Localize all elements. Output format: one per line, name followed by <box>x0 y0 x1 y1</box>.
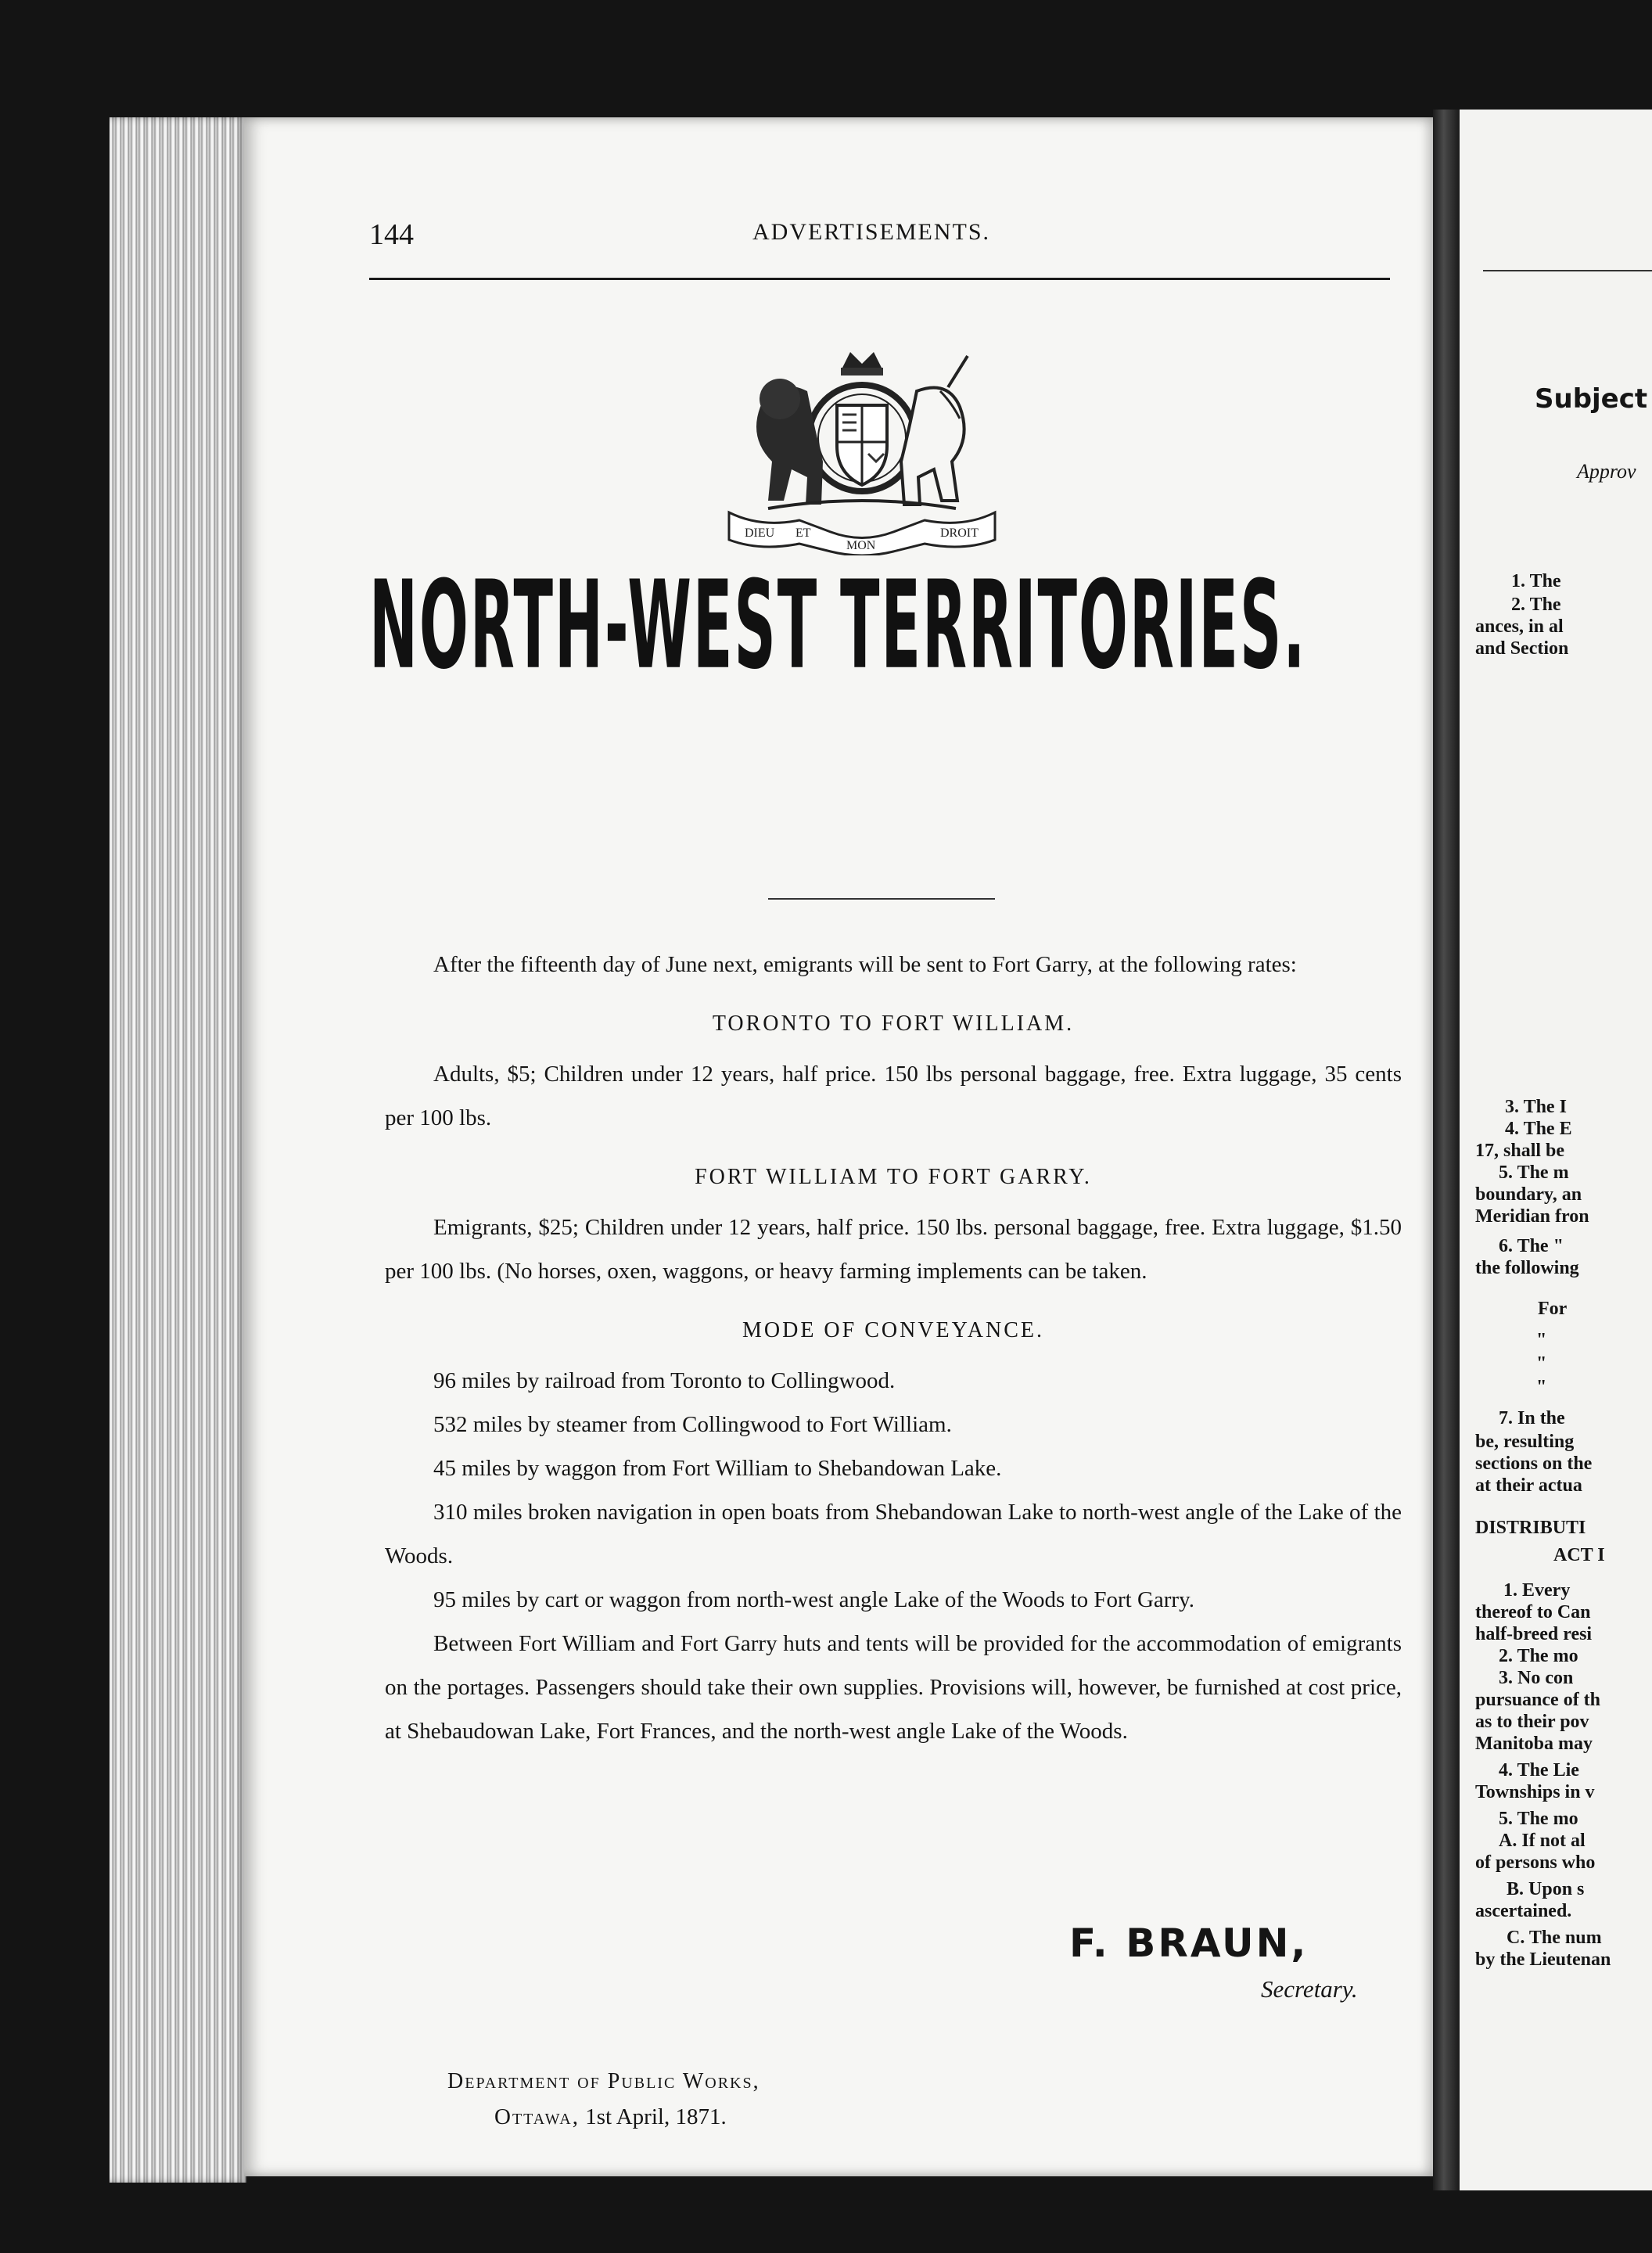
section-text-toronto: Adults, $5; Children under 12 years, half price. 150 lbs personal baggage, free. Extra luggage, 35 cents per 100 lbs. <box>385 1062 1402 1130</box>
adjacent-header-rule <box>1483 270 1652 271</box>
adjacent-text-line: at their actua <box>1475 1475 1582 1496</box>
adjacent-text-line: 5. The m <box>1499 1162 1569 1183</box>
advertisement-title: NORTH-WEST TERRITORIES. <box>369 555 1307 697</box>
adjacent-text-line: 17, shall be <box>1475 1141 1565 1161</box>
adjacent-text-line: 6. The " <box>1499 1236 1564 1256</box>
adjacent-text-line: ances, in al <box>1475 616 1564 637</box>
department-place: Ottawa, <box>494 2104 580 2129</box>
route-line: 96 miles by railroad from Toronto to Collingwood. <box>433 1368 896 1393</box>
adjacent-text-line: ACT I <box>1553 1545 1605 1565</box>
svg-text:ET: ET <box>795 526 811 540</box>
left-page <box>244 117 1433 2176</box>
adjacent-text-line: Townships in v <box>1475 1782 1595 1802</box>
adjacent-text-line: be, resulting <box>1475 1432 1575 1452</box>
adjacent-text-line: thereof to Can <box>1475 1602 1591 1622</box>
conveyance-heading: MODE OF CONVEYANCE. <box>742 1318 1044 1342</box>
book-gutter <box>1433 110 1460 2190</box>
route-line: 45 miles by waggon from Fort William to Shebandowan Lake. <box>433 1456 1002 1481</box>
adjacent-text-line: DISTRIBUTI <box>1475 1518 1586 1538</box>
closing-paragraph: Between Fort William and Fort Garry huts and tents will be provided for the accommodation of emigrants on the portages. Passengers should take their own supplies. Provisions will, however, be furnished at cost price, at Shebaudowan Lake, Fort Frances, and the north-west angle Lake of the Woods. <box>385 1631 1402 1744</box>
adjacent-page <box>1460 110 1652 2190</box>
header-rule <box>369 278 1390 280</box>
adjacent-text-line: For <box>1538 1299 1568 1319</box>
adjacent-text-line: B. Upon s <box>1507 1879 1585 1899</box>
royal-coat-of-arms <box>713 344 1011 555</box>
adjacent-text-line: boundary, an <box>1475 1184 1582 1205</box>
adjacent-text-line: Meridian fron <box>1475 1206 1589 1227</box>
route-line: 310 miles broken navigation in open boats from Shebandowan Lake to north-west angle of the Lake of the Woods. <box>385 1500 1402 1568</box>
adjacent-text-line: as to their pov <box>1475 1712 1589 1732</box>
adjacent-text-line: pursuance of th <box>1475 1690 1601 1710</box>
section-heading-toronto: TORONTO TO FORT WILLIAM. <box>712 1012 1075 1036</box>
page-number: 144 <box>369 218 414 251</box>
svg-text:DROIT: DROIT <box>940 526 979 540</box>
adjacent-text-line: 2. The mo <box>1499 1646 1578 1666</box>
book-page-edges <box>110 117 246 2183</box>
svg-text:MON: MON <box>846 539 876 552</box>
adjacent-text-line: sections on the <box>1475 1453 1593 1474</box>
svg-text:DIEU: DIEU <box>745 526 775 540</box>
route-line: 532 miles by steamer from Collingwood to Fort William. <box>433 1412 952 1437</box>
adjacent-text-line: 4. The E <box>1505 1119 1572 1139</box>
adjacent-text-line: 5. The mo <box>1499 1809 1578 1829</box>
adjacent-text-line: half-breed resi <box>1475 1624 1593 1644</box>
adjacent-text-line: 3. The I <box>1505 1097 1567 1117</box>
adjacent-text-line: by the Lieutenan <box>1475 1949 1611 1970</box>
intro-paragraph: After the fifteenth day of June next, emigrants will be sent to Fort Garry, at the following rates: <box>433 952 1297 977</box>
adjacent-text-line: 1. Every <box>1503 1580 1571 1601</box>
title-rule <box>768 898 995 900</box>
adjacent-text-line: 1. The <box>1511 571 1561 591</box>
adjacent-text-line: Manitoba may <box>1475 1734 1593 1754</box>
adjacent-text-line: 2. The <box>1511 595 1561 615</box>
adjacent-text-line: and Section <box>1475 638 1569 659</box>
running-head: ADVERTISEMENTS. <box>752 219 991 245</box>
section-text-fort-william: Emigrants, $25; Children under 12 years, half price. 150 lbs. personal baggage, free. Extra luggage, $1.50 per 100 lbs. (No horses, oxen, waggons, or heavy farming implements can be taken. <box>385 1215 1402 1284</box>
adjacent-text-line: " <box>1536 1377 1547 1397</box>
adjacent-text-line: " <box>1536 1353 1547 1374</box>
department-name: Department of Public Works, <box>447 2069 760 2093</box>
department-date-line <box>494 2104 727 2130</box>
adjacent-text-line: 4. The Lie <box>1499 1760 1579 1780</box>
adjacent-text-line: the following <box>1475 1258 1579 1278</box>
adjacent-text-line: " <box>1536 1330 1547 1350</box>
adjacent-text-line: ascertained. <box>1475 1901 1572 1921</box>
adjacent-text-line: 7. In the <box>1499 1408 1565 1428</box>
section-heading-fort-william: FORT WILLIAM TO FORT GARRY. <box>695 1165 1092 1189</box>
adjacent-subheading: Approv <box>1577 460 1636 483</box>
adjacent-text-line: C. The num <box>1507 1928 1602 1948</box>
adjacent-heading: Subject <box>1535 383 1648 415</box>
adjacent-text-line: 3. No con <box>1499 1668 1574 1688</box>
adjacent-text-line: of persons who <box>1475 1852 1596 1873</box>
signature-name: F. BRAUN, <box>1069 1921 1309 1966</box>
signature-title: Secretary. <box>1261 1975 1358 2003</box>
adjacent-text-line: A. If not al <box>1499 1831 1586 1851</box>
route-line: 95 miles by cart or waggon from north-west angle Lake of the Woods to Fort Garry. <box>433 1587 1194 1612</box>
department-date: 1st April, 1871. <box>585 2104 727 2129</box>
advertisement-body <box>385 943 1402 1753</box>
